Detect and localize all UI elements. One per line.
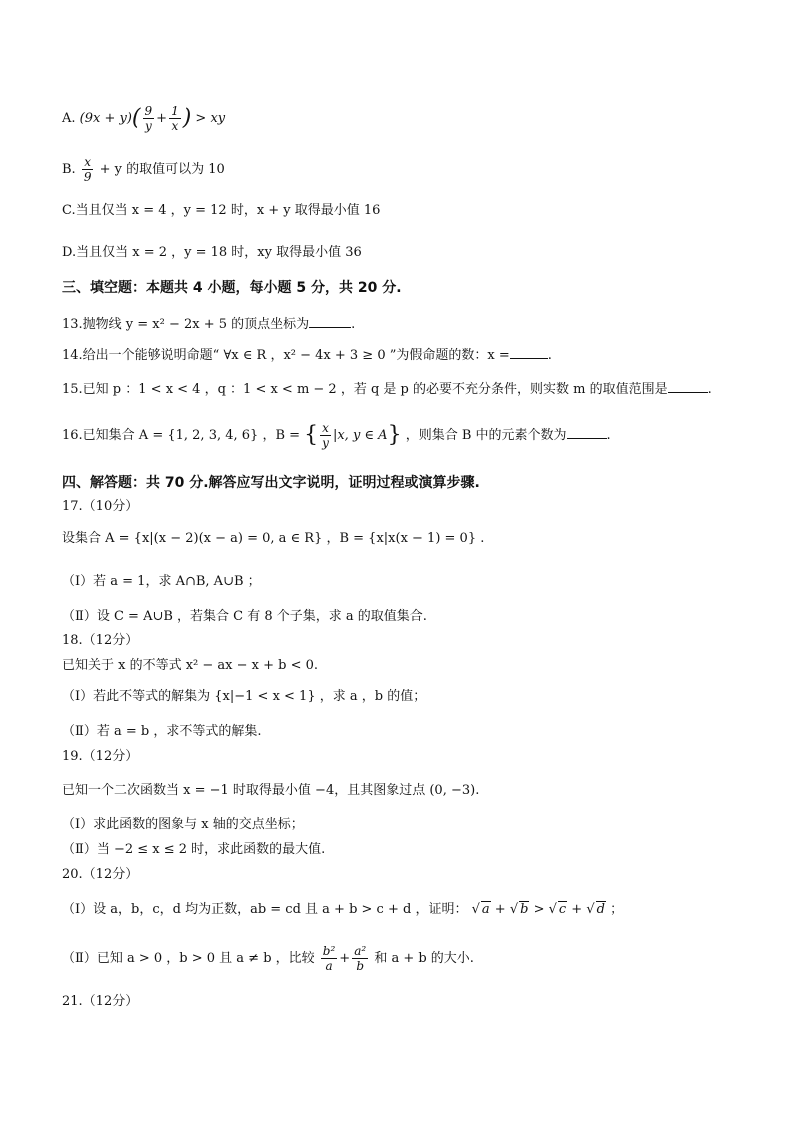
question-16: 16.已知集合 A = {1, 2, 3, 4, 6} ，B = { $\frac{x}{y}$ |x, y ∈ A} ，则集合 B 中的元素个数为 . — [62, 421, 611, 450]
option-b — [62, 155, 225, 184]
question-15 — [62, 379, 712, 399]
q17-part-2: （Ⅱ）设 C = A∪B ，若集合 C 有 8 个子集，求 a 的取值集合. — [62, 609, 427, 624]
q17-set-definition: 设集合 A = {x|(x − 2)(x − a) = 0, a ∈ R} ，B = {x|x(x − 1) = 0} . — [62, 531, 485, 546]
section-4-title: 四、解答题：共 70 分.解答应写出文字说明，证明过程或演算步骤. — [62, 475, 480, 491]
q19-stem: 已知一个二次函数当 x = −1 时取得最小值 −4，且其图象过点 (0, −3). — [62, 783, 480, 798]
q15-answer-blank[interactable] — [668, 379, 708, 393]
q15-end: . — [707, 382, 712, 397]
option-a — [62, 104, 225, 133]
q14-end: . — [547, 348, 552, 363]
option-b-fraction — [82, 155, 94, 184]
q13-end: . — [351, 317, 356, 332]
question-14 — [62, 345, 552, 365]
q13-text: 13.抛物线 y = x² − 2x + 5 的顶点坐标为 — [62, 317, 310, 332]
q17-header: 17.（10分） — [62, 499, 139, 514]
option-a-label: A. — [62, 111, 76, 126]
q13-answer-blank[interactable] — [309, 314, 351, 328]
option-a-expression: (9x + y)( $\frac{9}{y}$ + $\frac{1}{x}$ ) > xy — [79, 104, 226, 133]
q20-header: 20.（12分） — [62, 867, 139, 882]
question-13 — [62, 314, 355, 334]
q20-part-1-text: （Ⅰ）设 a，b，c，d 均为正数，ab = cd 且 a + b > c + d ，证明： — [62, 902, 468, 917]
q21-header: 21.（12分） — [62, 994, 139, 1009]
q20-sqrt-inequality: √ a + √ b > √ c + √ d — [471, 902, 605, 917]
option-c: C.当且仅当 x = 4 ，y = 12 时，x + y 取得最小值 16 — [62, 203, 381, 218]
q20-part-2-end: 和 a + b 的大小. — [374, 951, 474, 966]
q20-part-1-end: ； — [610, 902, 624, 917]
q18-part-1: （Ⅰ）若此不等式的解集为 {x|−1 < x < 1} ，求 a ，b 的值； — [62, 689, 427, 704]
q16-text-post: ，则集合 B 中的元素个数为 — [405, 428, 567, 443]
option-d: D.当且仅当 x = 2 ，y = 18 时，xy 取得最小值 36 — [62, 245, 362, 260]
q19-part-2: （Ⅱ）当 −2 ≤ x ≤ 2 时，求此函数的最大值. — [62, 842, 326, 857]
q19-part-1: （Ⅰ）求此函数的图象与 x 轴的交点坐标； — [62, 817, 304, 832]
option-b-num: x — [84, 155, 92, 169]
q16-end: . — [606, 428, 611, 443]
option-b-label: B. — [62, 162, 76, 177]
option-b-den: 9 — [83, 170, 92, 184]
section-3-title: 三、填空题：本题共 4 小题，每小题 5 分，共 20 分. — [62, 280, 402, 296]
option-b-text: + y 的取值可以为 10 — [99, 162, 225, 177]
q14-text: 14.给出一个能够说明命题“ ∀x ∈ R ，x² − 4x + 3 ≥ 0 ”为假命题的数：x = — [62, 348, 510, 363]
q20-part-1 — [62, 901, 623, 919]
q20-part-2: （Ⅱ）已知 a > 0 ，b > 0 且 a ≠ b ，比较 $\frac{\text{b²}}{a}$ + $\frac{\text{a²}}{b}$ 和 a + b 的大小. — [62, 944, 474, 973]
q17-part-1: （Ⅰ）若 a = 1，求 A∩B, A∪B ； — [62, 574, 261, 589]
q16-text-pre: 16.已知集合 A = {1, 2, 3, 4, 6} ，B = — [62, 428, 301, 443]
q18-header: 18.（12分） — [62, 633, 139, 648]
q18-part-2: （Ⅱ）若 a = b ，求不等式的解集. — [62, 724, 262, 739]
q14-answer-blank[interactable] — [510, 345, 548, 359]
q16-set-condition: x, y ∈ A — [337, 428, 388, 443]
q20-part-2-text: （Ⅱ）已知 a > 0 ，b > 0 且 a ≠ b ，比较 — [62, 951, 315, 966]
q18-stem: 已知关于 x 的不等式 x² − ax − x + b < 0. — [62, 658, 319, 673]
q19-header: 19.（12分） — [62, 749, 139, 764]
q16-answer-blank[interactable] — [567, 425, 607, 439]
q15-text: 15.已知 p ：1 < x < 4 ，q ：1 < x < m − 2 ，若 q 是 p 的必要不充分条件，则实数 m 的取值范围是 — [62, 382, 668, 397]
